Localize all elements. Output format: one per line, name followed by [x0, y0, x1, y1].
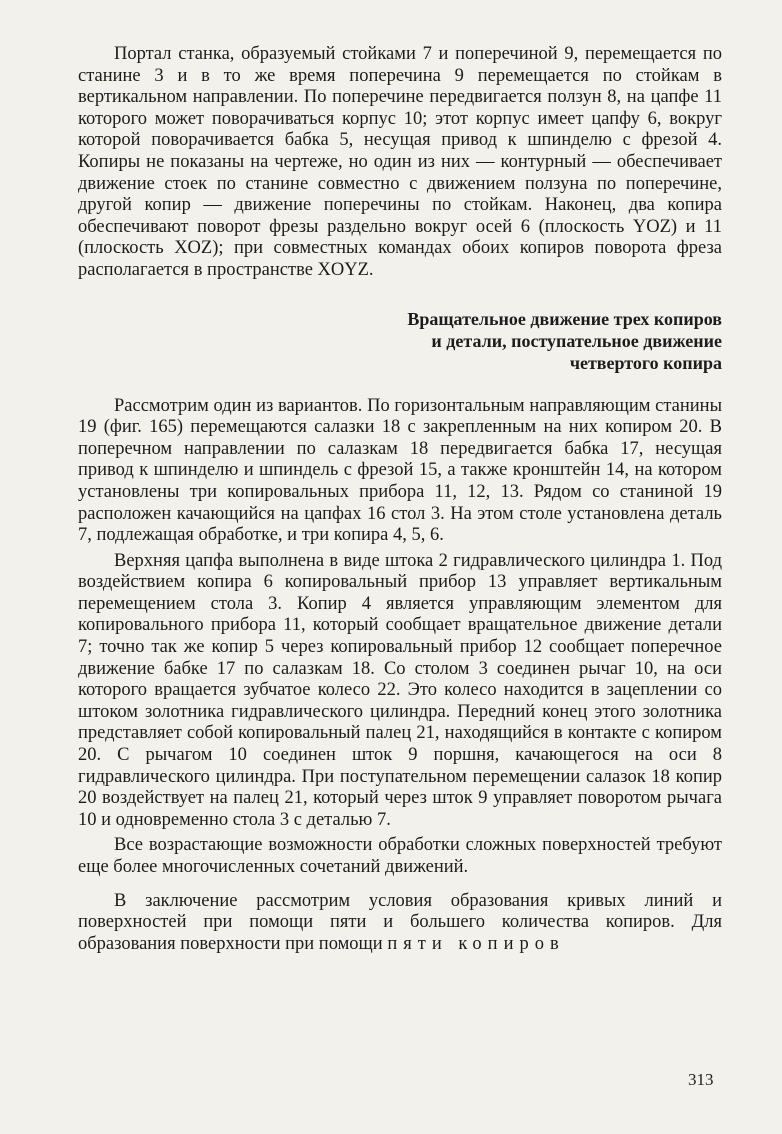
paragraph-1: Портал станка, образуемый стойками 7 и поперечиной 9, перемещается по станине 3 и в то же время поперечина 9 перемещается по стойкам в вертикальном направлении. По поперечине передвигается ползун 8, на цапфе 11 которого может поворачиваться корпус 10; этот корпус имеет цапфу 6, вокруг которой поворачивается бабка 5, несущая привод к шпинделю с фрезой 4. Копиры не показаны на чертеже, но один из них — контурный — обеспечивает движение стоек по станине совместно с движением ползуна по поперечине, другой копир — движение поперечины по стойкам. Наконец, два копира обеспечивают поворот фрезы раздельно вокруг осей 6 (плоскость YOZ) и 11 (плоскость XOZ); при совместных командах обоих копиров поворота фреза располагается в пространстве XOYZ.	[78, 44, 722, 280]
heading-line-1: Вращательное движение трех копиров	[407, 308, 722, 329]
page-body	[78, 44, 722, 955]
heading-line-3: четвертого копира	[569, 352, 722, 373]
paragraph-4: Все возрастающие возможности обработки сложных поверхностей требуют еще более многочисленных сочетаний движений.	[78, 835, 722, 877]
section-heading	[78, 308, 722, 374]
paragraph-2: Рассмотрим один из вариантов. По горизонтальным направляющим станины 19 (фиг. 165) перемещаются салазки 18 с закрепленным на них копиром 20. В поперечном направлении по салазкам 18 передвигается бабка 17, несущая привод к шпинделю и шпиндель с фрезой 15, а также кронштейн 14, на котором установлены три копировальных прибора 11, 12, 13. Рядом со станиной 19 расположен качающийся на цапфах 16 стол 3. На этом столе установлена деталь 7, подлежащая обработке, и три копира 4, 5, 6.	[78, 395, 722, 546]
page-number: 313	[688, 1070, 714, 1089]
paragraph-5	[78, 891, 722, 956]
paragraph-5-spaced-text: пяти копиров	[387, 933, 565, 954]
paragraph-5-text: В заключение рассмотрим условия образования кривых линий и поверхностей при помощи пяти и большего количества копиров. Для образования поверхности при помощи	[78, 890, 722, 954]
heading-line-2: и детали, поступательное движение	[431, 330, 722, 351]
paragraph-3: Верхняя цапфа выполнена в виде штока 2 гидравлического цилиндра 1. Под воздействием копира 6 копировальный прибор 13 управляет вертикальным перемещением стола 3. Копир 4 является управляющим элементом для копировального прибора 11, который сообщает вращательное движение детали 7; точно так же копир 5 через копировальный прибор 12 сообщает поперечное движение бабке 17 по салазкам 18. Со столом 3 соединен рычаг 10, на оси которого вращается зубчатое колесо 22. Это колесо находится в зацеплении со штоком золотника гидравлического цилиндра. Передний конец этого золотника представляет собой копировальный палец 21, находящийся в контакте с копиром 20. С рычагом 10 соединен шток 9 поршня, качающегося на оси 8 гидравлического цилиндра. При поступательном перемещении салазок 18 копир 20 воздействует на палец 21, который через шток 9 управляет поворотом рычага 10 и одновременно стола 3 с деталью 7.	[78, 550, 722, 830]
